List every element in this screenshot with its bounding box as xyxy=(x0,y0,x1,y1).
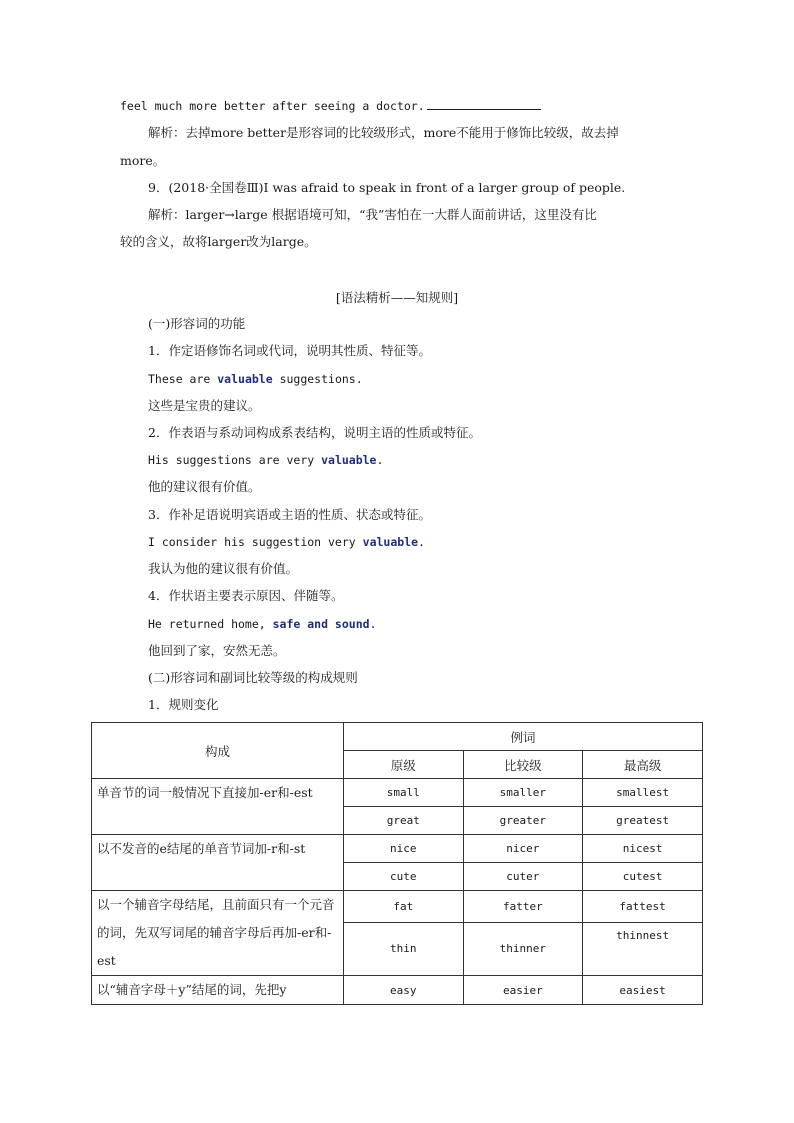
analysis-9-line2: 较的含义，故将larger改为large。 xyxy=(120,234,317,249)
answer-blank xyxy=(427,97,541,110)
function-3-translation: 我认为他的建议很有价值。 xyxy=(148,561,299,576)
comparative-cell: thinner xyxy=(463,922,583,975)
function-2-title: 2．作表语与系动词构成系表结构，说明主语的性质或特征。 xyxy=(148,425,481,440)
positive-cell: small xyxy=(344,779,463,807)
function-3-example xyxy=(148,533,425,551)
rule-cell: 以不发音的e结尾的单音节词加-r和-st xyxy=(92,835,344,891)
rule-cell: 以“辅音字母＋y”结尾的词，先把y xyxy=(92,976,344,1005)
example-text: . xyxy=(369,617,377,631)
function-4-title: 4．作状语主要表示原因、伴随等。 xyxy=(148,588,344,603)
sub1-title: 1．规则变化 xyxy=(148,697,219,712)
header-comparative: 比较级 xyxy=(463,751,583,779)
superlative-cell: smallest xyxy=(583,779,703,807)
positive-cell: thin xyxy=(344,922,463,975)
comparative-cell: fatter xyxy=(463,891,583,923)
example-text: His suggestions are very xyxy=(148,453,322,467)
function-2-example xyxy=(148,451,383,469)
function-2-translation: 他的建议很有价值。 xyxy=(148,479,261,494)
function-1-title: 1．作定语修饰名词或代词，说明其性质、特征等。 xyxy=(148,343,431,358)
exercise-8-sentence xyxy=(120,97,541,115)
section-title: [语法精析——知规则] xyxy=(335,290,459,305)
positive-cell: fat xyxy=(344,891,463,923)
rule-cell: 以一个辅音字母结尾，且前面只有一个元音的词，先双写词尾的辅音字母后再加-er和-est xyxy=(92,891,344,976)
comparative-cell: smaller xyxy=(463,779,583,807)
comparative-cell: easier xyxy=(463,976,583,1005)
example-highlight: valuable xyxy=(362,535,419,549)
superlative-cell: fattest xyxy=(583,891,703,923)
table-row xyxy=(92,835,703,863)
analysis-8-line2: more。 xyxy=(120,153,166,168)
header-formation: 构成 xyxy=(92,723,344,779)
rule-cell: 单音节的词一般情况下直接加-er和-est xyxy=(92,779,344,835)
table-header-row xyxy=(92,723,703,751)
example-highlight: valuable xyxy=(217,372,273,386)
superlative-cell: greatest xyxy=(583,807,703,835)
part2-title: (二)形容词和副词比较等级的构成规则 xyxy=(148,670,358,685)
comparative-cell: greater xyxy=(463,807,583,835)
function-3-title: 3．作补足语说明宾语或主语的性质、状态或特征。 xyxy=(148,507,431,522)
header-examples: 例词 xyxy=(344,723,703,751)
comparison-table xyxy=(91,722,703,1005)
example-text: . xyxy=(376,453,384,467)
function-1-example xyxy=(148,370,363,388)
positive-cell: cute xyxy=(344,863,463,891)
header-superlative: 最高级 xyxy=(583,751,703,779)
superlative-cell: cutest xyxy=(583,863,703,891)
superlative-cell: nicest xyxy=(583,835,703,863)
exercise-9-sentence: 9．(2018·全国卷Ⅲ)I was afraid to speak in front of a larger group of people. xyxy=(148,180,626,195)
positive-cell: great xyxy=(344,807,463,835)
positive-cell: nice xyxy=(344,835,463,863)
example-text: suggestions. xyxy=(272,372,363,386)
superlative-cell: easiest xyxy=(583,976,703,1005)
table-row xyxy=(92,891,703,923)
example-text: These are xyxy=(148,372,218,386)
function-4-example xyxy=(148,615,377,633)
table-row xyxy=(92,779,703,807)
part1-title: (一)形容词的功能 xyxy=(148,316,246,331)
function-4-translation: 他回到了家，安然无恙。 xyxy=(148,643,286,658)
example-highlight: safe and sound xyxy=(272,617,370,631)
comparative-cell: nicer xyxy=(463,835,583,863)
table-row xyxy=(92,976,703,1005)
example-text: He returned home, xyxy=(148,617,273,631)
example-highlight: valuable xyxy=(321,453,377,467)
header-positive: 原级 xyxy=(344,751,463,779)
superlative-cell: thinnest xyxy=(583,922,703,975)
exercise-8-text: feel much more better after seeing a doctor. xyxy=(120,99,425,113)
analysis-9-line1: 解析：larger→large 根据语境可知，“我”害怕在一大群人面前讲话，这里没有比 xyxy=(148,207,597,222)
example-text: I consider his suggestion very xyxy=(148,535,363,549)
positive-cell: easy xyxy=(344,976,463,1005)
example-text: . xyxy=(418,535,425,549)
analysis-8-line1: 解析：去掉more better是形容词的比较级形式，more不能用于修饰比较级，故去掉 xyxy=(148,125,619,140)
function-1-translation: 这些是宝贵的建议。 xyxy=(148,398,261,413)
comparative-cell: cuter xyxy=(463,863,583,891)
